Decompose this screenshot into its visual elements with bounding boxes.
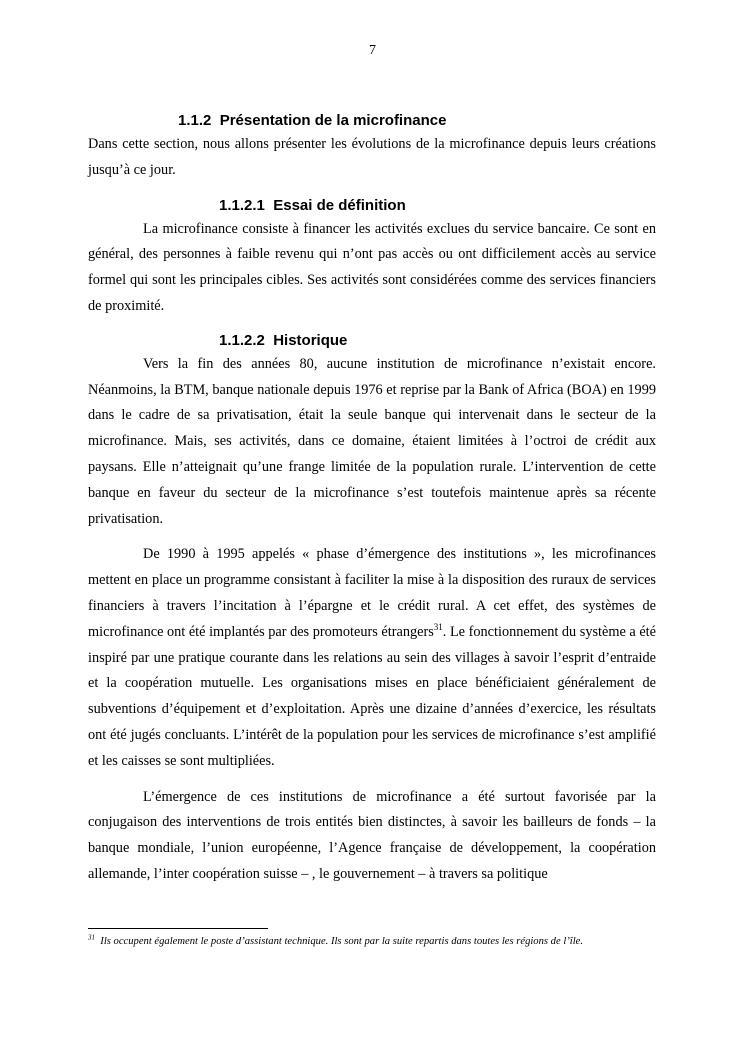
history-paragraph-1: Vers la fin des années 80, aucune institution de microfinance n’existait encore. Néanmoins, la BTM, banque nationale depuis 1976 et reprise par la Bank of Africa (BOA) en 1999 dans le cadre de sa privatisation, était la seule banque qui intervenait dans le secteur de la microfinance. Mais, ses activités, dans ce domaine, étaient limitées à l’octroi de crédit aux paysans. Elle n’atteignait qu’une frange limitée de la population rurale. L’intervention de cette banque en faveur du secteur de la microfinance s’est toutefois maintenue après sa récente privatisation.: [88, 355, 656, 527]
section-number: 1.1.2: [178, 112, 212, 129]
paragraph-text: De 1990 à 1995 appelés « phase d’émergence des institutions », les microfinances mettent en place un programme consistant à faciliter la mise à la disposition des ruraux de services financiers à travers l’incitation à l’épargne et le crédit rural. A cet effet, des systèmes de microfinance ont été implantés par des promoteurs étrangers: [88, 546, 656, 640]
footnote-text: Ils occupent également le poste d’assistant technique. Ils sont par la suite repartis dans toutes les régions de l’île.: [100, 936, 584, 947]
footnote-divider: [88, 928, 268, 929]
subsection-heading-definition: [88, 195, 656, 217]
subsection-title: Historique: [273, 331, 348, 349]
footnote-reference[interactable]: 31: [433, 621, 443, 632]
definition-paragraph: La microfinance consiste à financer les activités exclues du service bancaire. Ce sont en général, des personnes à faible revenu qui n’ont pas accès ou ont difficilement accès au service formel qui sont les principales cibles. Ses activités sont considérées comme des services financiers de proximité.: [88, 220, 656, 314]
section-heading: [88, 110, 656, 132]
section-intro-paragraph: Dans cette section, nous allons présenter les évolutions de la microfinance depuis leurs créations jusqu’à ce jour.: [88, 136, 656, 178]
subsection-number: 1.1.2.1: [219, 196, 265, 214]
page-body: [88, 110, 656, 888]
subsection-number: 1.1.2.2: [219, 331, 265, 349]
paragraph-text: . Le fonctionnement du système a été inspiré par une pratique courante dans les relations au sein des villages à savoir l’esprit d’entraide et la coopération mutuelle. Les organisations mises en place bénéficiaient généralement de subventions d’équipement et d’exploitation. Après une dizaine d’années d’exercice, les résultats ont été jugés concluants. L’intérêt de la population pour les services de microfinance s’est amplifié et les caisses se sont multipliées.: [88, 623, 656, 769]
subsection-title: Essai de définition: [273, 196, 406, 214]
history-paragraph-3: L’émergence de ces institutions de microfinance a été surtout favorisée par la conjugaison des interventions de trois entités bien distinctes, à savoir les bailleurs de fonds – la banque mondiale, l’union européenne, l’Agence française de développement, la coopération allemande, l’inter coopération suisse – , le gouvernement – à travers sa politique: [88, 788, 656, 882]
footnote-number: 31: [88, 933, 95, 942]
footnote: [88, 934, 656, 949]
page-number: 7: [369, 43, 376, 58]
history-paragraph-2: [88, 542, 656, 774]
section-title: Présentation de la microfinance: [219, 112, 447, 129]
subsection-heading-history: [88, 330, 656, 352]
